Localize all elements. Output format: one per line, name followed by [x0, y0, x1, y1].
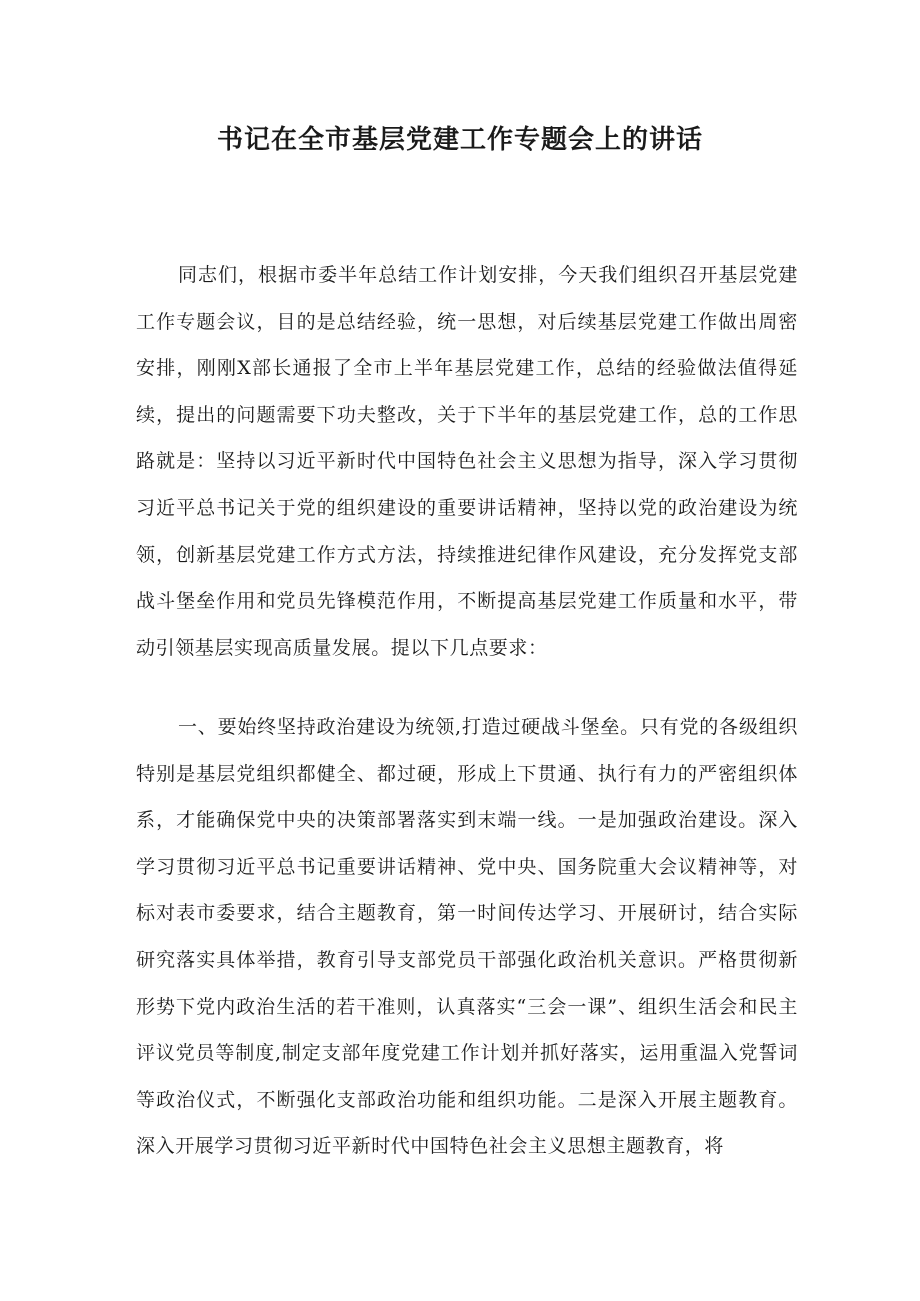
document-title: 书记在全市基层党建工作专题会上的讲话: [216, 125, 703, 155]
paragraph-section-one: 一、要始终坚持政治建设为统领,打造过硬战斗堡垒。只有党的各级组织特别是基层党组织都健全、都过硬，形成上下贯通、执行有力的严密组织体系，才能确保党中央的决策部署落实到末端一线。一是加强政治建设。深入学习贯彻习近平总书记重要讲话精神、党中央、国务院重大会议精神等，对标对表市委要求，结合主题教育，第一时间传达学习、开展研讨，结合实际研究落实具体举措，教育引导支部党员干部强化政治机关意识。严格贯彻新形势下党内政治生活的若干准则，认真落实“三会一课”、组织生活会和民主评议党员等制度,制定支部年度党建工作计划并抓好落实，运用重温入党誓词等政治仪式，不断强化支部政治功能和组织功能。二是深入开展主题教育。深入开展学习贯彻习近平新时代中国特色社会主义思想主题教育，将: [136, 716, 798, 1158]
paragraph-intro: 同志们，根据市委半年总结工作计划安排，今天我们组织召开基层党建工作专题会议，目的是总结经验，统一思想，对后续基层党建工作做出周密安排，刚刚X部长通报了全市上半年基层党建工作，总结的经验做法值得延续，提出的问题需要下功夫整改，关于下半年的基层党建工作，总的工作思路就是：坚持以习近平新时代中国特色社会主义思想为指导，深入学习贯彻习近平总书记关于党的组织建设的重要讲话精神，坚持以党的政治建设为统领，创新基层党建工作方式方法，持续推进纪律作风建设，充分发挥党支部战斗堡垒作用和党员先锋模范作用，不断提高基层党建工作质量和水平，带动引领基层实现高质量发展。提以下几点要求：: [136, 264, 798, 659]
